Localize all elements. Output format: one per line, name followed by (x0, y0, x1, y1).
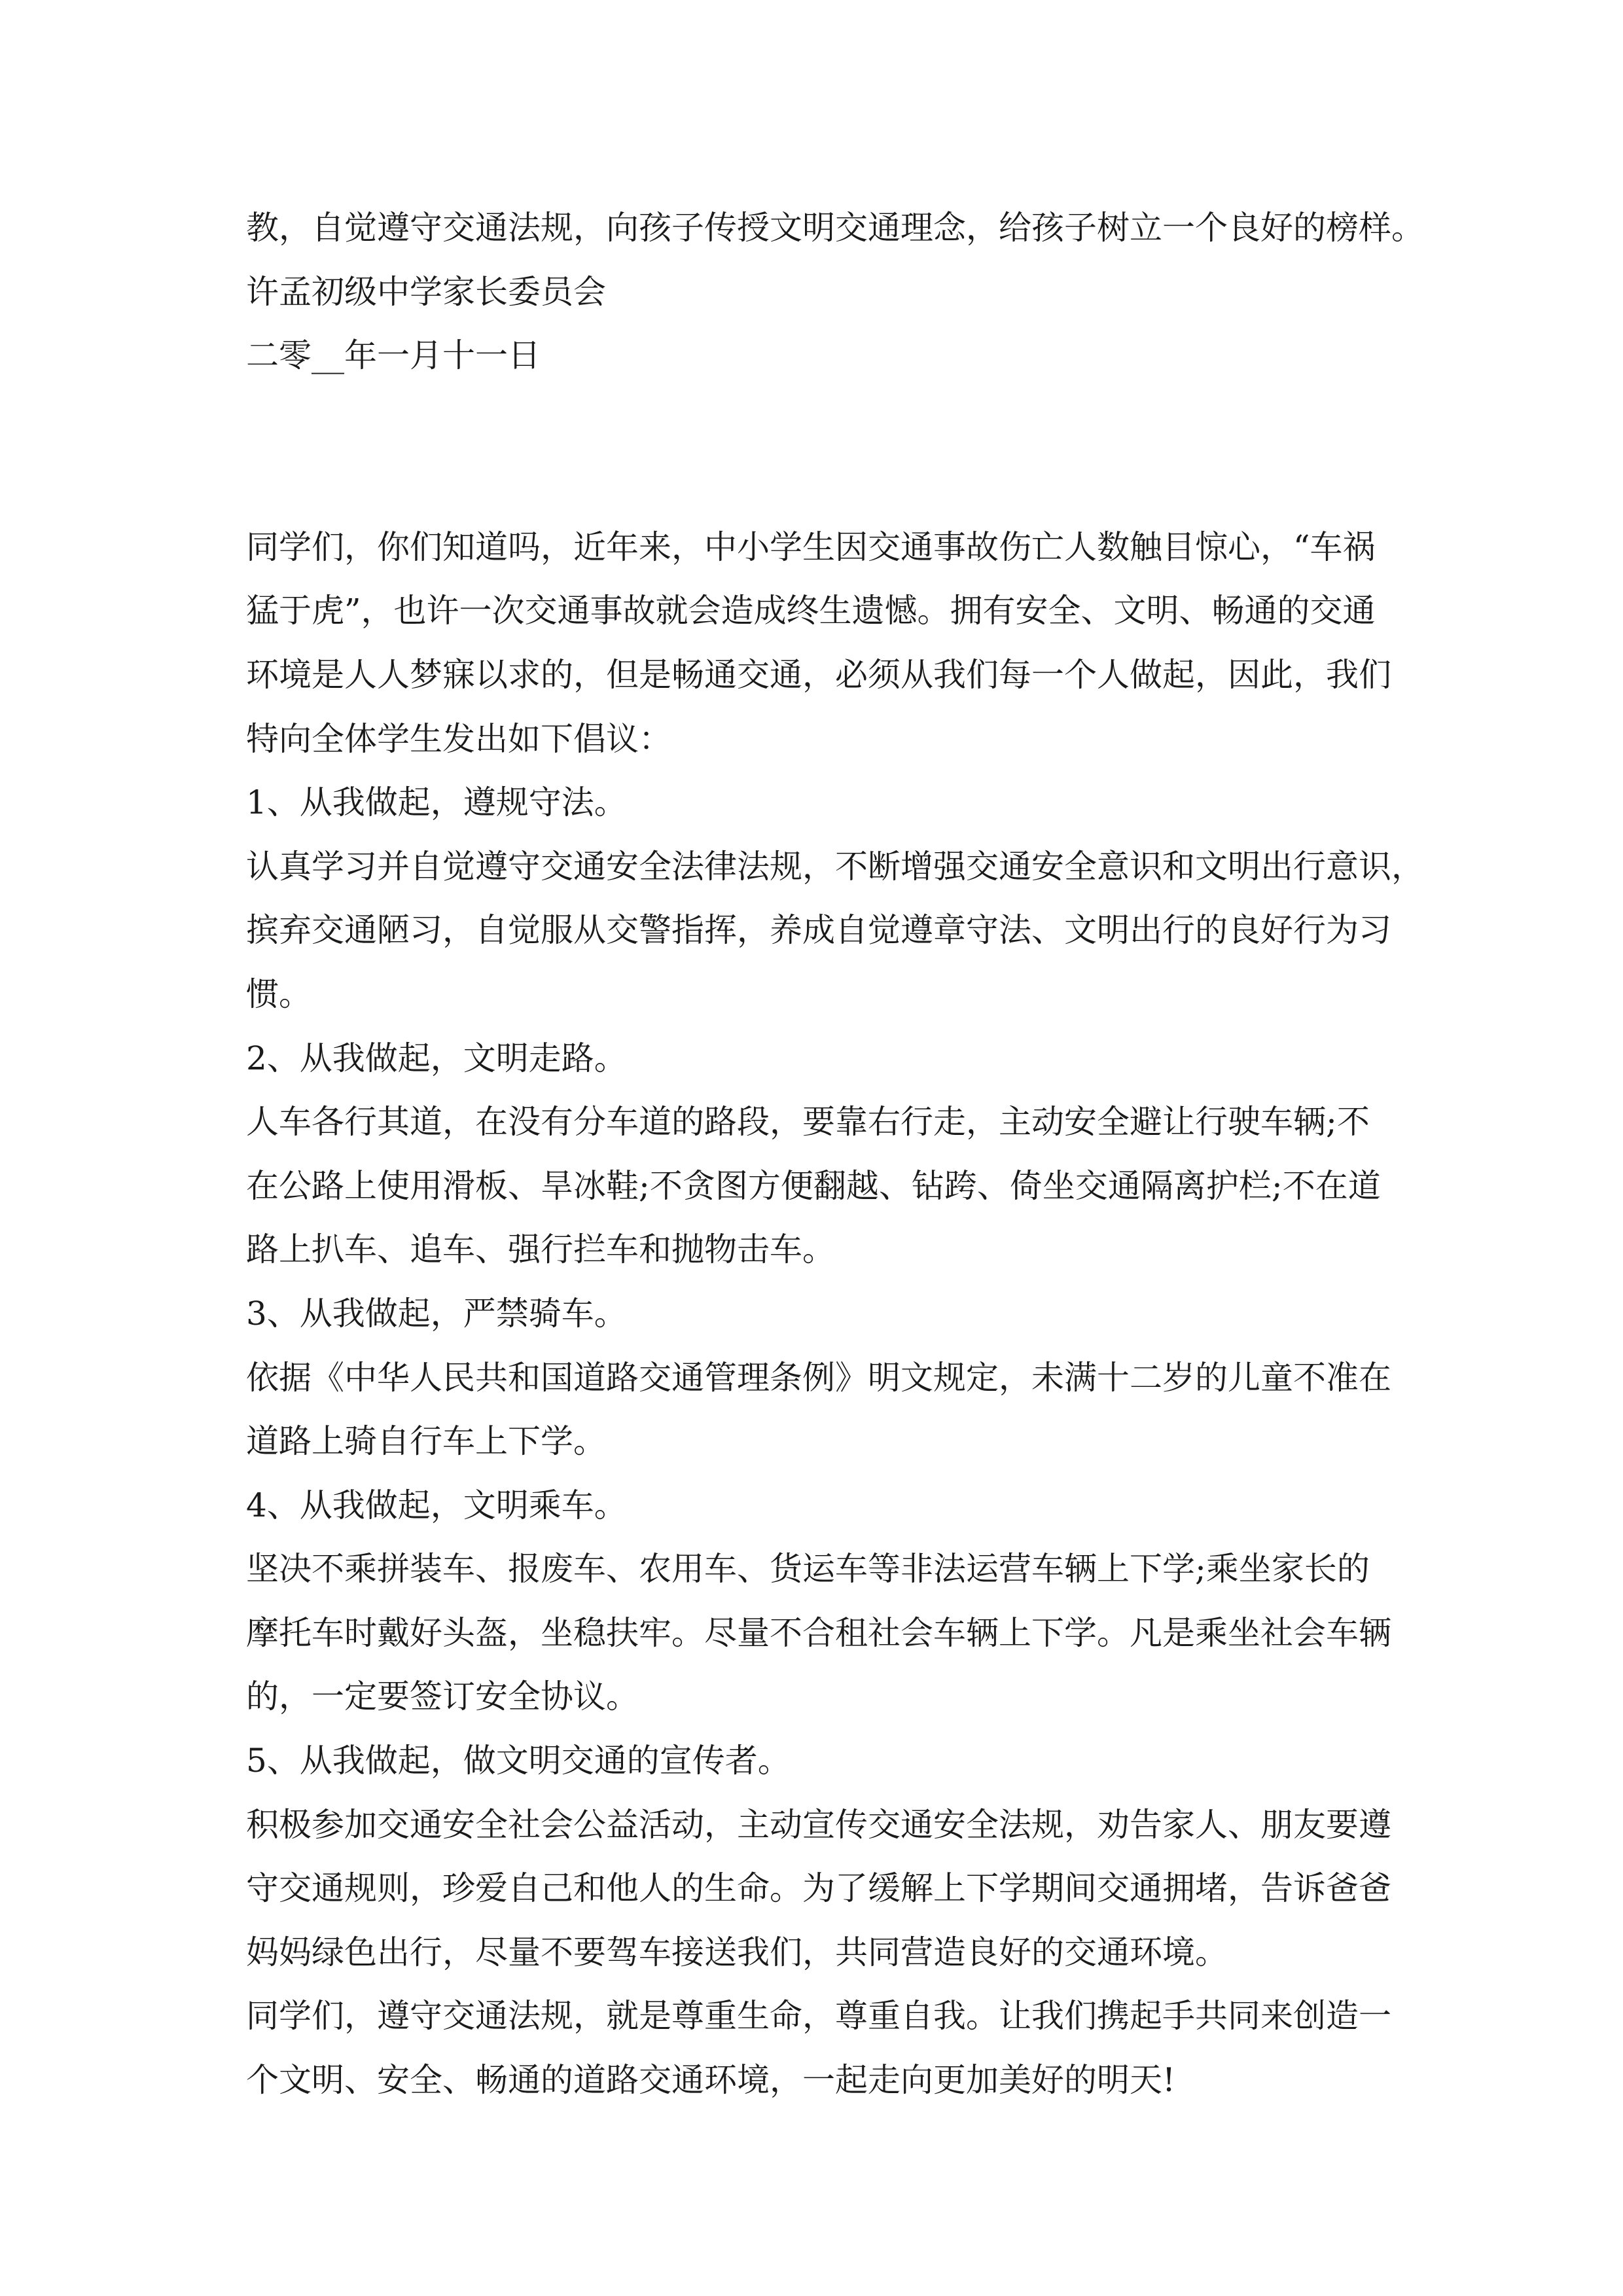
text-line: 教，自觉遵守交通法规，向孩子传授文明交通理念，给孩子树立一个良好的榜样。 (246, 209, 1424, 247)
text-line: 守交通规则，珍爱自己和他人的生命。为了缓解上下学期间交通拥堵，告诉爸爸 (246, 1869, 1391, 1908)
section-heading: 2、从我做起，文明走路。 (246, 1039, 627, 1077)
text-line: 猛于虎”，也许一次交通事故就会造成终生遗憾。拥有安全、文明、畅通的交通 (246, 592, 1376, 630)
section-heading: 3、从我做起，严禁骑车。 (246, 1294, 627, 1333)
text-line: 环境是人人梦寐以求的，但是畅通交通，必须从我们每一个人做起，因此，我们 (246, 655, 1391, 694)
text-line: 路上扒车、追车、强行拦车和抛物击车。 (246, 1230, 835, 1269)
text-line: 摈弃交通陋习，自觉服从交警指挥，养成自觉遵章守法、文明出行的良好行为习 (246, 911, 1391, 950)
text-line: 特向全体学生发出如下倡议： (246, 719, 671, 758)
section-heading: 5、从我做起，做文明交通的宣传者。 (246, 1742, 791, 1780)
text-line: 的，一定要签订安全协议。 (246, 1677, 639, 1716)
paragraph-gap (246, 388, 1418, 516)
text-line: 摩托车时戴好头盔，坐稳扶牢。尽量不合租社会车辆上下学。凡是乘坐社会车辆 (246, 1613, 1391, 1652)
text-line: 在公路上使用滑板、旱冰鞋;不贪图方便翻越、钻跨、倚坐交通隔离护栏;不在道 (246, 1166, 1381, 1205)
section-heading: 4、从我做起，文明乘车。 (246, 1486, 627, 1524)
text-line: 惯。 (246, 975, 312, 1013)
section-heading: 1、从我做起，遵规守法。 (246, 783, 627, 822)
document-content (246, 196, 1424, 2113)
text-line: 积极参加交通安全社会公益活动，主动宣传交通安全法规，劝告家人、朋友要遵 (246, 1805, 1391, 1844)
signature-date: 二零__年一月十一日 (246, 336, 541, 375)
text-line: 人车各行其道，在没有分车道的路段，要靠右行走，主动安全避让行驶车辆;不 (246, 1103, 1370, 1141)
text-line: 个文明、安全、畅通的道路交通环境，一起走向更加美好的明天! (246, 2061, 1176, 2100)
text-line: 坚决不乘拼装车、报废车、农用车、货运车等非法运营车辆上下学;乘坐家长的 (246, 1550, 1370, 1588)
text-line: 依据《中华人民共和国道路交通管理条例》明文规定，未满十二岁的儿童不准在 (246, 1358, 1391, 1397)
text-line: 妈妈绿色出行，尽量不要驾车接送我们，共同营造良好的交通环境。 (246, 1933, 1228, 1971)
text-line: 同学们，你们知道吗，近年来，中小学生因交通事故伤亡人数触目惊心，“车祸 (246, 528, 1376, 566)
proposal-body (246, 516, 1424, 2113)
closing-block (246, 196, 1424, 388)
signature-organization: 许孟初级中学家长委员会 (246, 272, 606, 311)
text-line: 同学们，遵守交通法规，就是尊重生命，尊重自我。让我们携起手共同来创造一 (246, 1997, 1391, 2036)
text-line: 认真学习并自觉遵守交通安全法律法规，不断增强交通安全意识和文明出行意识， (246, 847, 1424, 886)
text-line: 道路上骑自行车上下学。 (246, 1422, 606, 1461)
